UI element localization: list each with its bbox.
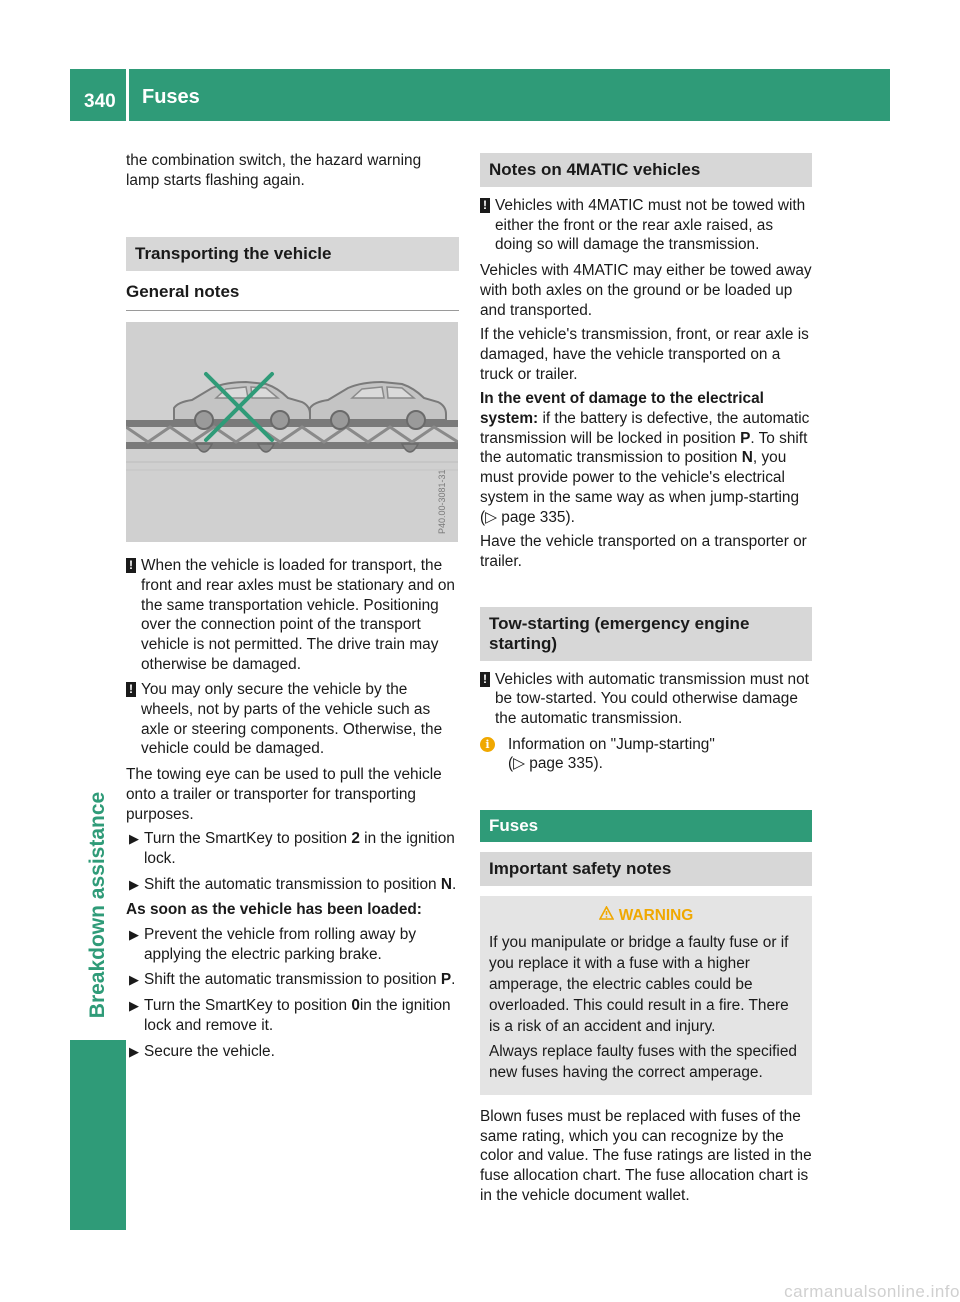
side-tab-label: Breakdown assistance — [86, 791, 110, 1019]
page-reference-arrow-icon: ▷ — [485, 508, 497, 526]
step-arrow-icon: ▶ — [129, 1043, 139, 1059]
subheading-general-notes: General notes — [126, 282, 459, 311]
notice-secure-wheels: ! You may only secure the vehicle by the wheels, not by parts of the vehicle such as axle or steering components. Otherwise, the vehicle could be damaged. — [126, 680, 459, 759]
warning-text-1: If you manipulate or bridge a faulty fuse or if you replace it with a fuse with a higher amperage, the electric cables could be overloaded. This could result in a fire. There is a risk of an accident and injury. — [489, 933, 789, 1035]
exclamation-icon: ! — [480, 672, 490, 687]
step-smartkey-position-0: ▶ Turn the SmartKey to position 0in the ignition lock and remove it. — [129, 997, 451, 1034]
notice-4matic-towing: ! Vehicles with 4MATIC must not be towed with either the front or the rear axle raised, as doing so will damage the transmission. — [480, 196, 812, 255]
exclamation-icon: ! — [480, 198, 490, 213]
transport-figure — [126, 322, 458, 542]
section-title-tow-starting: Tow-starting (emergency engine starting) — [480, 607, 812, 661]
fuse-rating-text: Blown fuses must be replaced with fuses of the same rating, which you can recognize by the color and value. The fuse ratings are listed in the fuse allocation chart. The fuse allocation chart is in the vehicle document wallet. — [480, 1107, 812, 1204]
left-column — [126, 151, 459, 1067]
section-title-transporting: Transporting the vehicle — [126, 237, 459, 271]
warning-text-2: Always replace faulty fuses with the specified new fuses having the correct amperage. — [489, 1042, 797, 1081]
intro-text: the combination switch, the hazard warning lamp starts flashing again. — [126, 152, 422, 189]
step-secure-vehicle: ▶ Secure the vehicle. — [129, 1042, 275, 1060]
watermark: carmanualsonline.info — [784, 1282, 960, 1302]
notice-transport-axles: ! When the vehicle is loaded for transport, the front and rear axles must be stationary and on the same transportation vehicle. Positioning over the connection point of the transport vehicle is not permitted. The drive train may otherwise be damaged. — [126, 556, 459, 674]
step-shift-to-p: ▶ Shift the automatic transmission to position P. — [129, 971, 456, 989]
step-arrow-icon: ▶ — [129, 998, 139, 1014]
step-smartkey-position-2: ▶ Turn the SmartKey to position 2 in the ignition lock. — [129, 830, 455, 867]
step-parking-brake: ▶ Prevent the vehicle from rolling away by applying the electric parking brake. — [129, 926, 417, 963]
loaded-heading: As soon as the vehicle has been loaded: — [126, 901, 422, 919]
header-title: Fuses — [142, 86, 200, 108]
warning-box — [480, 896, 812, 1095]
notice-tow-start: ! Vehicles with automatic transmission must not be tow-started. You could otherwise damage the automatic transmission. — [480, 670, 812, 729]
section-title-safety-notes: Important safety notes — [480, 852, 812, 886]
step-arrow-icon: ▶ — [129, 927, 139, 943]
4matic-text-4: Have the vehicle transported on a transporter or trailer. — [480, 533, 807, 570]
figure-code: P40.00-3081-31 — [437, 469, 447, 535]
page-reference-arrow-icon: ▷ — [513, 755, 525, 773]
exclamation-icon: ! — [126, 558, 136, 573]
info-icon: i — [480, 737, 495, 752]
step-arrow-icon: ▶ — [129, 972, 139, 988]
4matic-text-1: Vehicles with 4MATIC may either be towed away with both axles on the ground or be loaded up and transported. — [480, 262, 812, 319]
header-divider — [126, 69, 129, 121]
section-title-4matic: Notes on 4MATIC vehicles — [480, 153, 812, 187]
section-title-fuses: Fuses — [480, 810, 812, 842]
step-shift-to-n: ▶ Shift the automatic transmission to position N. — [129, 875, 457, 893]
step-arrow-icon: ▶ — [129, 831, 139, 847]
transport-illustration — [126, 322, 458, 542]
side-tab — [70, 1040, 126, 1230]
electrical-damage-text: In the event of damage to the electrical system: if the battery is defective, the automatic transmission will be locked in position P. To shift the automatic transmission to position N, you must provide power to the vehicle's electrical system in the same way as when jump-starting (▷ page 335). — [480, 390, 810, 526]
warning-title: WARNING — [489, 906, 803, 926]
4matic-text-2: If the vehicle's transmission, front, or rear axle is damaged, have the vehicle transported on a truck or trailer. — [480, 326, 809, 383]
page-number: 340 — [84, 91, 116, 112]
towing-eye-text: The towing eye can be used to pull the vehicle onto a trailer or transporter for transporting purposes. — [126, 766, 442, 823]
warning-triangle-icon — [599, 906, 614, 926]
info-jump-starting: i Information on "Jump-starting" (▷ page 335). — [480, 735, 812, 774]
right-column — [480, 153, 812, 1210]
step-arrow-icon: ▶ — [129, 876, 139, 892]
exclamation-icon: ! — [126, 682, 136, 697]
